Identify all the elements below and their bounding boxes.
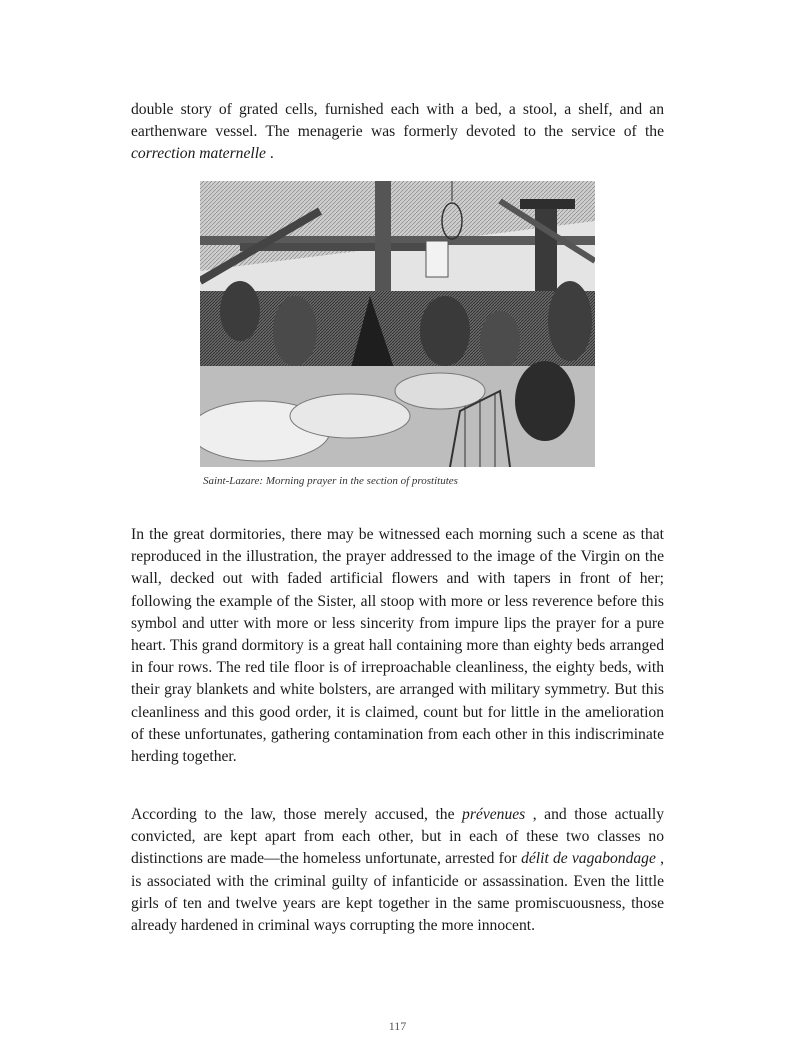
paragraph-2-text: In the great dormitories, there may be witnessed each morning such a scene as that reproduced in the illustration, the prayer addressed to the image of the Virgin on the wall, decked out with faded artificial flowers and with tapers in front of her; following the example of the Sister, all stoop with more or less reverence before this symbol and utter with more or less sincerity from impure lips the prayer for a pure heart. This grand dormitory is a great hall containing more than eighty beds arranged in four rows. The red tile floor is of irreproachable cleanliness, the eighty beds, with their gray blankets and white bolsters, are arranged with military symmetry. But this cleanliness and this good order, it is claimed, count but for little in the amelioration of these unfortunates, gathering contamination from each other in this indiscriminate herding together. [131,526,664,766]
paragraph-3-part-2: , and those actually convicted, are kept apart from each other, but in each of these two classes no distinctions are made—the homeless unfortunate, arrested for [131,806,664,868]
paragraph-1-italic: correction maternelle [131,145,266,163]
paragraph-1-tail: . [265,145,274,163]
engraving-illustration [200,181,595,467]
paragraph-3-part-1: According to the law, those merely accused, the [131,806,463,823]
paragraph-1-text: double story of grated cells, furnished each with a bed, a stool, a shelf, and an earthenware vessel. The menagerie was formerly devoted to the service of the [131,101,664,141]
paragraph-3-part-3: , is associated with the criminal guilty of infanticide or assassination. Even the little girls of ten and twelve years are kept together in the same promiscuousness, those already hardened in criminal ways corrupting the more innocent. [131,850,664,935]
paragraph-3-italic-2: délit de vagabondage [521,850,656,868]
page-number: 117 [388,1019,407,1033]
figure-caption: Saint-Lazare: Morning prayer in the section of prostitutes [203,475,458,487]
paragraph-1 [131,99,664,166]
paragraph-3 [131,804,664,937]
paragraph-2 [131,524,664,768]
paragraph-3-italic-1: prévenues [462,806,526,823]
